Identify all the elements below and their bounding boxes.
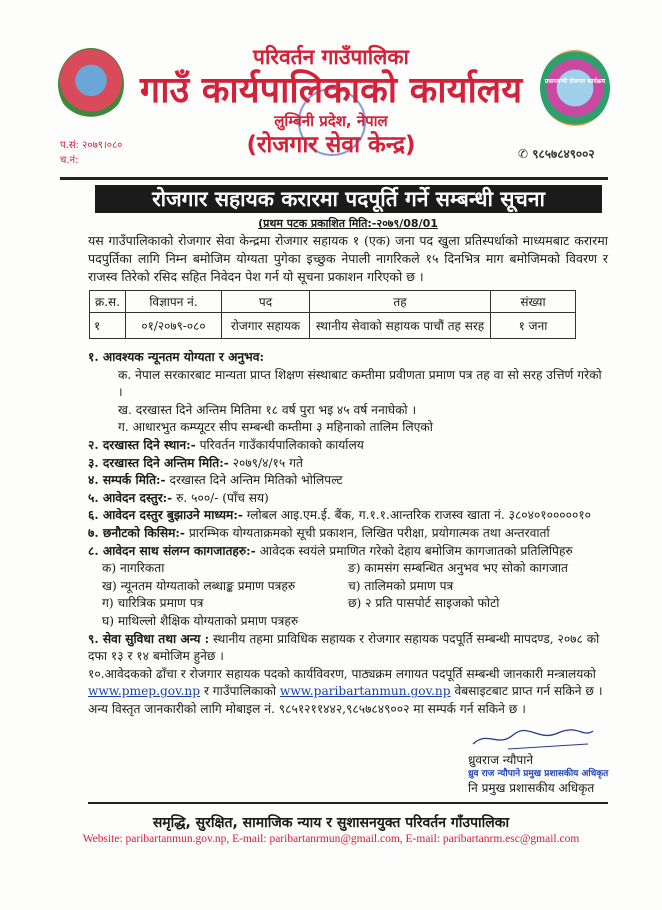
item-9-value: स्थानीय तहमा प्राविधिक सहायक र रोजगार सहायक पदपूर्ति सम्बन्धी मापदण्ड, २०७८ को दफा १३ र १४ बमोजिम हुनेछ । [88, 631, 600, 664]
handwritten-signature [468, 726, 598, 752]
col-ad-no: विज्ञापन नं. [126, 291, 222, 313]
reference-number: प.सं: २०७९।०८० [60, 140, 123, 151]
item-7-label: ७. छनौटको किसिम:- [88, 525, 185, 540]
publication-date: (प्रथम पटक प्रकाशित मिति:-२०७९/08/01 [258, 217, 438, 230]
item-7 [88, 525, 608, 543]
item-1b: ख. दरखास्त दिने अन्तिम मितिमा १८ वर्ष पुरा भइ ४५ वर्ष ननाघेको । [118, 402, 417, 417]
doc-item: छ) २ प्रति पासपोर्ट साइजको फोटो [348, 596, 500, 611]
dispatch-number: च.नं: [60, 155, 79, 166]
footer-contact: Website: paribartanmun.gov.np, E-mail: paribartanrmun@gmail.com, E-mail: paribartanrm.esc@gmail.com [82, 833, 580, 846]
item-4-label: ४. सम्पर्क मिति:- [88, 473, 166, 488]
item-10-text-3: वेबसाइटबाट प्राप्त गर्न सकिने छ । अन्य विस्तृत जानकारीको लागि मोबाइल नं. ९८५१२११४४२,९८५७८४९००२ मा सम्पर्क गर्न सकिने छ । [88, 684, 603, 716]
col-level: तह [310, 291, 491, 313]
doc-item: ग) चारित्रिक प्रमाण पत्र [102, 596, 204, 611]
notice-body [82, 216, 609, 847]
signature-stamp: ध्रुव राज न्यौपाने प्रमुख प्रशासकीय अधिकृत [468, 769, 609, 780]
item-2 [88, 437, 608, 455]
municipality-name: परिवर्तन गाउँपालिका [253, 45, 409, 69]
item-9-label: ९. सेवा सुविधा तथा अन्य : [88, 631, 210, 646]
footer-motto: समृद्धि, सुरक्षित, सामाजिक न्याय र सुशासनयुक्त परिवर्तन गाँउपालिका [152, 815, 510, 832]
item-7-value: प्रारम्भिक योग्यताक्रमको सूची प्रकाशन, लिखित परीक्षा, प्रयोगात्मक तथा अन्तरवार्ता [184, 525, 550, 540]
doc-item: ख) न्यूनतम योग्यताको लब्धाङ्क प्रमाण पत्रहरु [102, 578, 296, 593]
doc-item: च) तालिमको प्रमाण पत्र [348, 578, 454, 593]
col-post: पद [222, 291, 310, 313]
item-4 [88, 472, 608, 490]
item-10-text-2: र गाउँपालिकाको [200, 684, 280, 699]
vacancy-table [89, 290, 576, 339]
province: लुम्बिनी प्रदेश, नेपाल [274, 112, 388, 130]
col-sn: क्र.स. [90, 291, 126, 313]
header-divider [60, 177, 608, 180]
doc-item: घ) माथिल्लो शैक्षिक योग्यताको प्रमाण पत्रहरु [102, 613, 299, 628]
item-10 [88, 666, 608, 719]
cell-post: रोजगार सहायक [222, 313, 310, 339]
doc-item: ङ) कामसंग सम्बन्धित अनुभव भए सोको कागजात [348, 561, 568, 576]
item-5-value: रु. ५००/- (पाँच सय) [172, 490, 269, 505]
cell-sn: १ [90, 313, 126, 339]
item-8 [88, 543, 608, 561]
col-count: संख्या [491, 291, 576, 313]
item-9 [88, 631, 608, 666]
cell-count: १ जना [491, 313, 576, 339]
phone-number [518, 145, 595, 162]
documents-list [88, 560, 608, 630]
municipality-website-link[interactable]: www.paribartanmun.gov.np [279, 684, 451, 699]
item-1: १. आवश्यक न्यूनतम योग्यता र अनुभव: [88, 350, 265, 364]
footer-divider [88, 802, 608, 804]
logo-text: प्रधानमन्त्री रोजगार कार्यक्रम [544, 78, 606, 85]
item-2-label: २. दरखास्त दिने स्थान:- [88, 437, 196, 452]
item-8-label: ८. आवेदन साथ संलग्न कागजातहरु:- [88, 543, 256, 558]
notice-title: रोजगार सहायक करारमा पदपूर्ति गर्ने सम्बन्धी सूचना [95, 185, 602, 213]
item-1a: क. नेपाल सरकारबाट मान्यता प्राप्त शिक्षण संस्थाबाट कम्तीमा प्रवीणता प्रमाण पत्र तह वा सो सरह उत्तिर्ण गरेको । [118, 367, 602, 400]
office-name: गाउँ कार्यपालिकाको कार्यालय [139, 70, 523, 111]
item-3-value: २०७९/४/१५ गते [228, 455, 303, 470]
letterhead [139, 44, 523, 159]
item-3 [88, 455, 608, 473]
item-6-label: ६. आवेदन दस्तुर बुझाउने माध्यम:- [88, 508, 243, 523]
phone-icon: ✆ [518, 147, 529, 161]
table-header-row [90, 291, 576, 313]
signature-block [468, 726, 618, 796]
pmep-link[interactable]: www.pmep.gov.np [88, 684, 201, 699]
table-row [90, 313, 576, 339]
cell-ad-no: ०१/२०७९-०८० [126, 313, 222, 339]
requirements-list [88, 349, 608, 718]
item-1c: ग. आधारभुत कम्प्यूटर सीप सम्बन्धी कम्तीमा ३ महिनाको तालिम लिएको [118, 420, 433, 435]
phone-value: ९८५७८४९००२ [532, 147, 595, 161]
item-6 [88, 507, 608, 525]
item-4-value: दरखास्त दिने अन्तिम मितिको भोलिपल्ट [165, 473, 343, 488]
signatory-designation: नि प्रमुख प्रशासकीय अधिकृत [468, 781, 595, 796]
center-name: (रोजगार सेवा केन्द्र) [246, 132, 416, 158]
item-10-text: १०.आवेदकको ढाँचा र रोजगार सहायक पदको कार्यविवरण, पाठ्यक्रम लगायत पदपूर्ति सम्बन्धी जानकारी मन्त्रालयको [88, 666, 596, 681]
doc-item: क) नागरिकता [102, 561, 165, 576]
intro-paragraph: यस गाउँपालिकाको रोजगार सेवा केन्द्रमा रोजगार सहायक १ (एक) जना पद खुला प्रतिस्पर्धाको माध्यमबाट करारमा पदपुर्तिका लागि निम्न बमोजिम योग्यता पुगेका इच्छुक नेपाली नागरिकले १५ दिनभित्र माग बमोजिमको विवरण र राजस्व तिरेको रसिद सहित निवेदन पेश गर्न यो सूचना प्रकाशन गरिएको छ । [88, 233, 608, 284]
cell-level: स्थानीय सेवाको सहायक पाचौं तह सरह [310, 313, 491, 339]
item-3-label: ३. दरखास्त दिने अन्तिम मिति:- [88, 455, 229, 470]
item-5 [88, 490, 608, 508]
item-8-value: आवेदक स्वयंले प्रमाणित गरेको देहाय बमोजिम कागजातको प्रतिलिपिहरु [255, 543, 573, 558]
item-2-value: परिवर्तन गाउँकार्यपालिकाको कार्यालय [195, 437, 364, 452]
item-5-label: ५. आवेदन दस्तुर:- [88, 490, 173, 505]
item-6-value: ग्लोबल आइ.एम.ई. बैंक, ग.१.१.आन्तरिक राजस्व खाता नं. ३८०४०१०००००१० [242, 508, 591, 523]
signatory-name: ध्रुवराज न्यौपाने [468, 753, 533, 768]
